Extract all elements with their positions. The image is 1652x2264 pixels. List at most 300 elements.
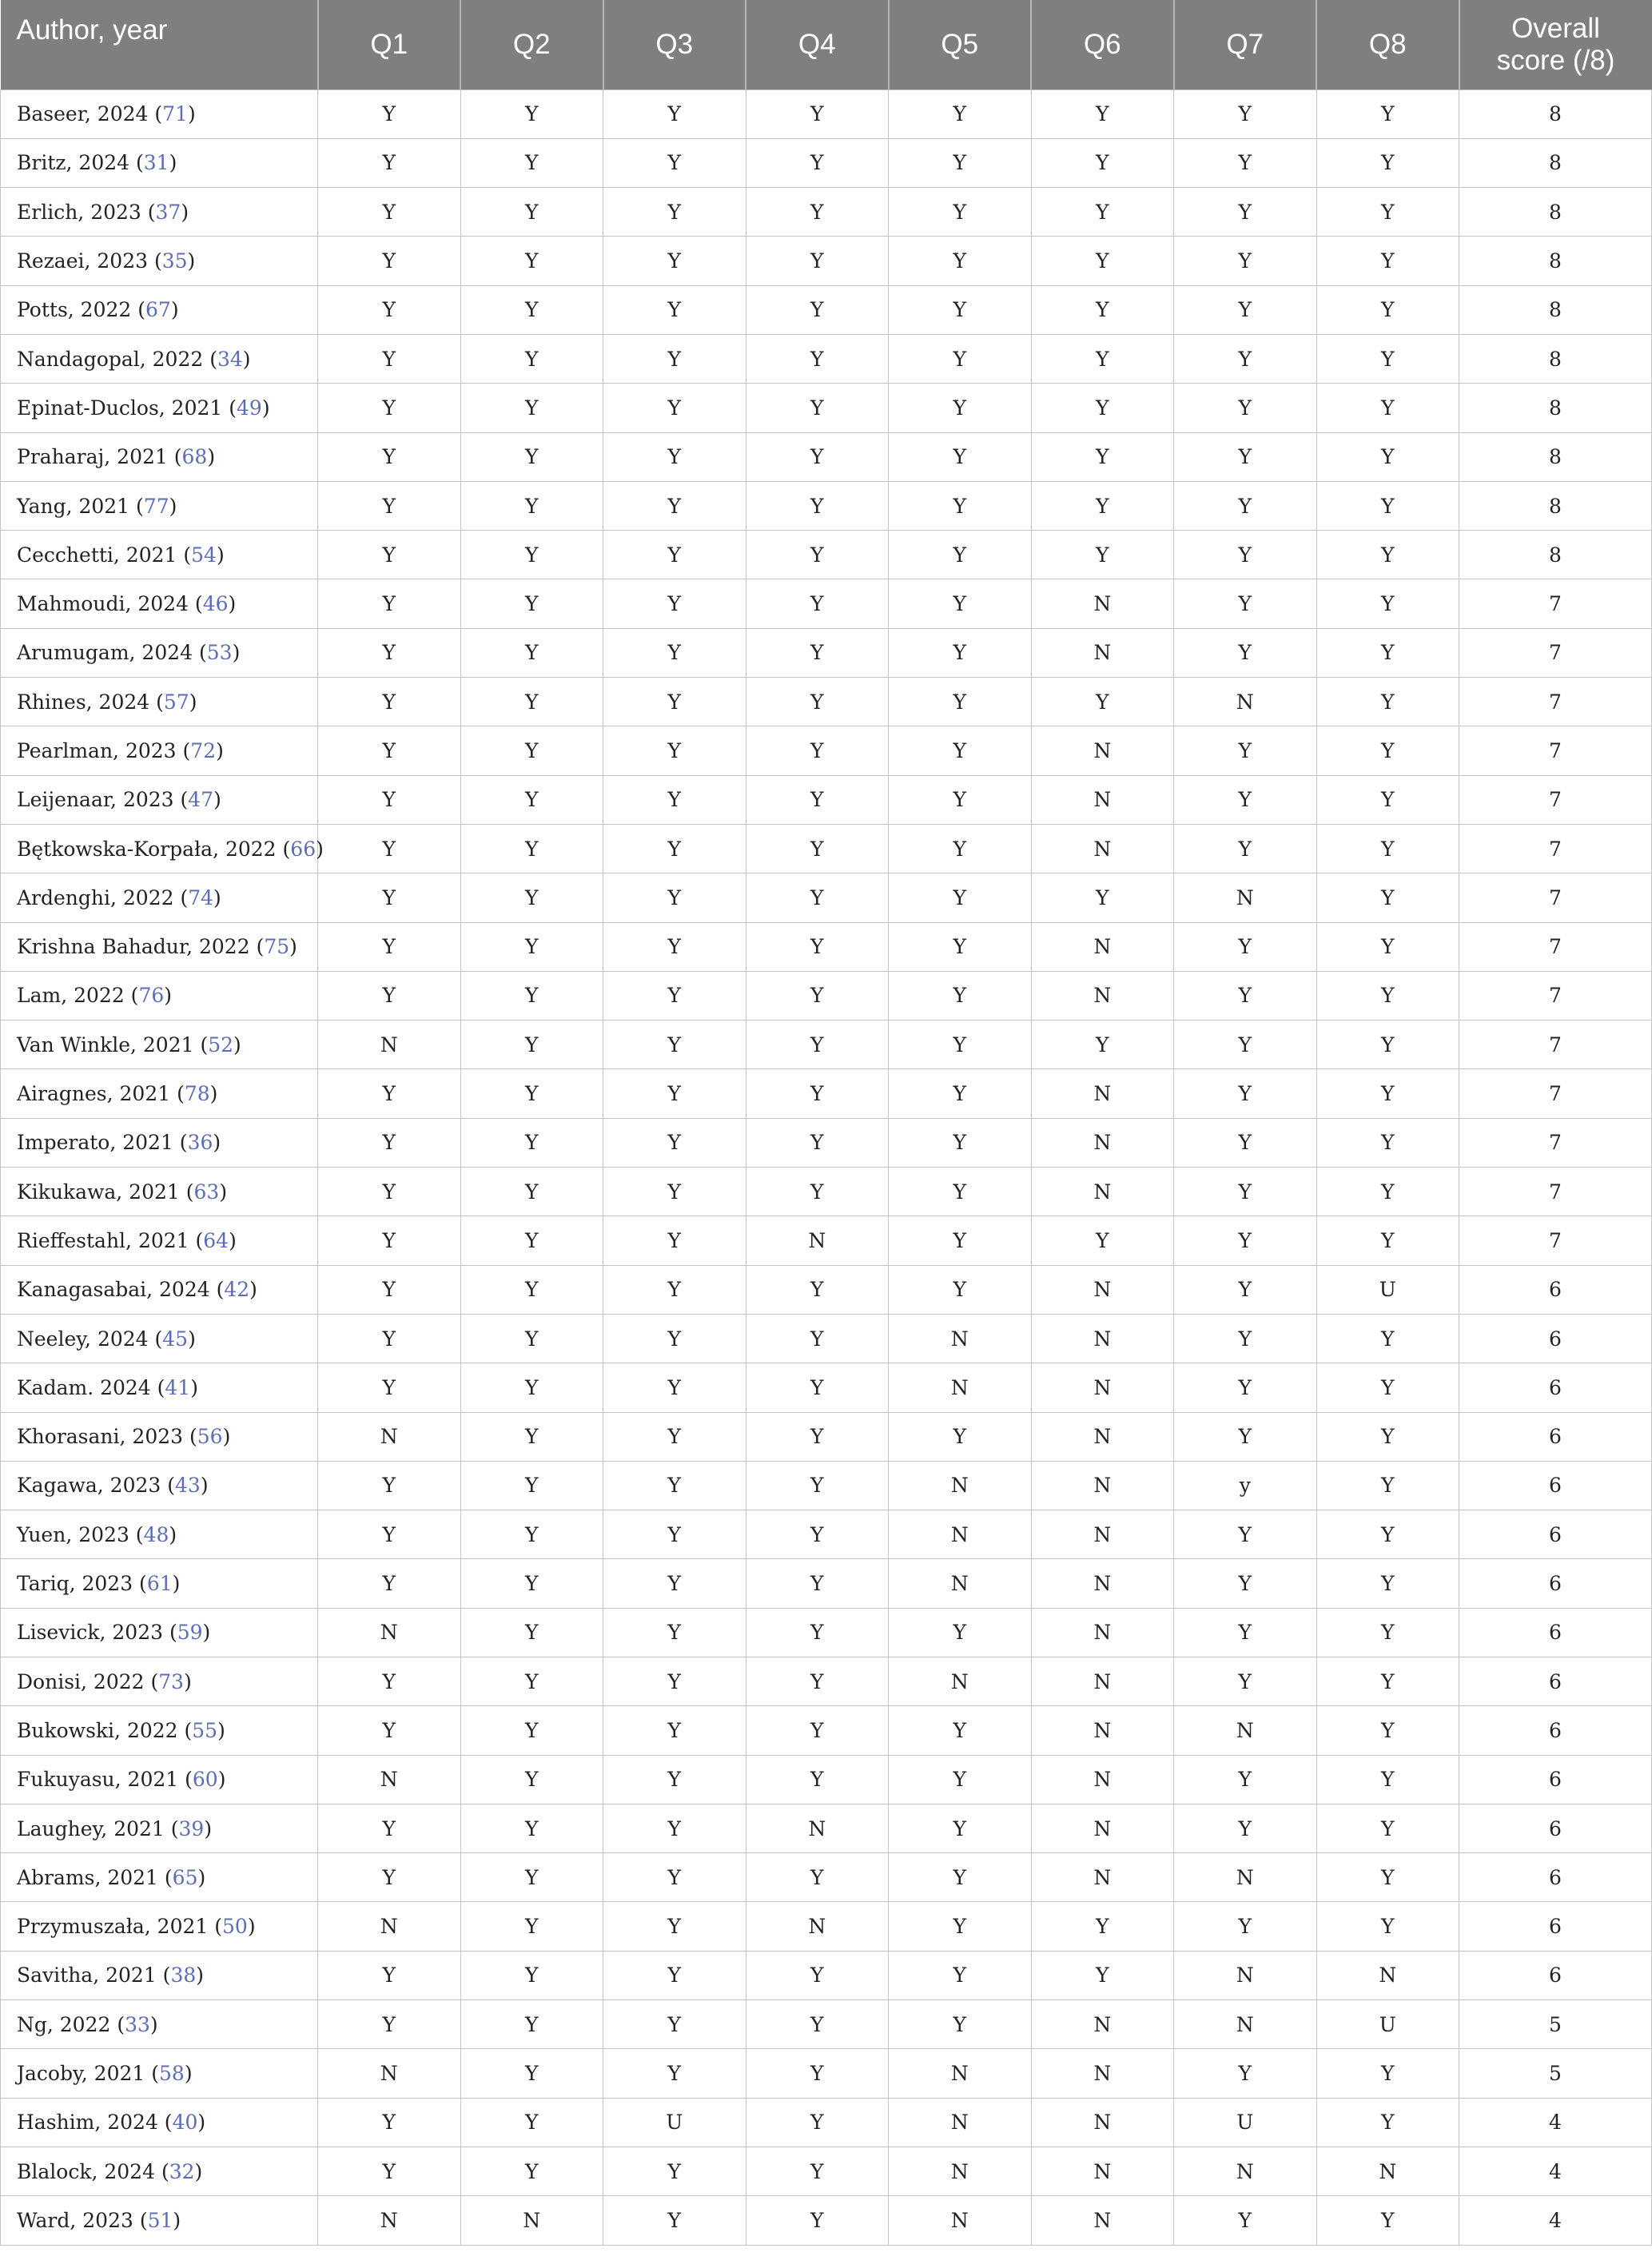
answer-q2: Y (460, 1951, 603, 1999)
answer-q7: Y (1174, 726, 1317, 775)
answer-q7: Y (1174, 922, 1317, 971)
answer-q6: N (1031, 1510, 1174, 1559)
author-year-cell: Donisi, 2022 (73) (1, 1657, 318, 1706)
answer-q5: Y (889, 334, 1032, 383)
answer-q4: Y (746, 579, 889, 628)
answer-q2: Y (460, 1755, 603, 1804)
reference-number: 53 (206, 641, 233, 665)
author-name: Yuen, 2023 (17, 1522, 129, 1546)
reference-number: 68 (181, 445, 208, 469)
table-row (1, 726, 1652, 775)
answer-q2: Y (460, 1706, 603, 1755)
author-name: Neeley, 2024 (17, 1327, 149, 1351)
answer-q2: Y (460, 1902, 603, 1951)
answer-q8: Y (1316, 824, 1459, 873)
answer-q3: Y (603, 628, 746, 677)
table-row (1, 384, 1652, 432)
answer-q5: Y (889, 1168, 1032, 1216)
answer-q4: Y (746, 922, 889, 971)
answer-q4: Y (746, 2000, 889, 2049)
answer-q3: Y (603, 1168, 746, 1216)
answer-q7: Y (1174, 1412, 1317, 1461)
answer-q6: N (1031, 1657, 1174, 1706)
answer-q6: Y (1031, 1902, 1174, 1951)
answer-q4: Y (746, 1069, 889, 1118)
answer-q5: N (889, 2049, 1032, 2098)
answer-q4: N (746, 1902, 889, 1951)
answer-q2: Y (460, 775, 603, 824)
answer-q8: Y (1316, 2098, 1459, 2147)
table-row (1, 2000, 1652, 2049)
answer-q6: N (1031, 1168, 1174, 1216)
answer-q1: Y (318, 2147, 461, 2195)
answer-q4: Y (746, 481, 889, 530)
overall-score: 7 (1459, 1168, 1652, 1216)
table-row (1, 1804, 1652, 1852)
answer-q8: Y (1316, 873, 1459, 922)
author-year-cell: Erlich, 2023 (37) (1, 188, 318, 237)
answer-q2: Y (460, 481, 603, 530)
answer-q1: Y (318, 922, 461, 971)
author-year-cell: Krishna Bahadur, 2022 (75) (1, 922, 318, 971)
answer-q1: Y (318, 1118, 461, 1167)
author-year-cell: Baseer, 2024 (71) (1, 90, 318, 138)
answer-q8: Y (1316, 1168, 1459, 1216)
overall-score: 7 (1459, 824, 1652, 873)
author-name: Kikukawa, 2021 (17, 1180, 180, 1204)
answer-q4: Y (746, 384, 889, 432)
overall-score: 6 (1459, 1902, 1652, 1951)
answer-q5: Y (889, 628, 1032, 677)
answer-q1: Y (318, 2000, 461, 2049)
answer-q4: Y (746, 1021, 889, 1069)
reference-number: 73 (158, 1669, 185, 1693)
overall-score: 7 (1459, 971, 1652, 1020)
answer-q3: Y (603, 2196, 746, 2245)
overall-score: 7 (1459, 628, 1652, 677)
author-year-cell: Ardenghi, 2022 (74) (1, 873, 318, 922)
answer-q1: Y (318, 138, 461, 187)
header-q7: Q7 (1174, 0, 1317, 90)
answer-q4: Y (746, 1951, 889, 1999)
table-row (1, 678, 1652, 726)
answer-q3: Y (603, 1314, 746, 1363)
reference-number: 41 (165, 1375, 191, 1399)
answer-q4: Y (746, 188, 889, 237)
reference-number: 42 (224, 1278, 250, 1302)
author-name: Abrams, 2021 (17, 1865, 158, 1889)
answer-q6: Y (1031, 1951, 1174, 1999)
answer-q7: Y (1174, 90, 1317, 138)
author-name: Ng, 2022 (17, 2012, 111, 2036)
author-year-cell: Kagawa, 2023 (43) (1, 1461, 318, 1510)
author-year-cell: Rieffestahl, 2021 (64) (1, 1216, 318, 1265)
answer-q8: U (1316, 2000, 1459, 2049)
author-name: Bukowski, 2022 (17, 1718, 178, 1742)
answer-q3: Y (603, 1021, 746, 1069)
answer-q4: N (746, 1804, 889, 1852)
answer-q1: Y (318, 1069, 461, 1118)
answer-q1: N (318, 1755, 461, 1804)
answer-q1: Y (318, 90, 461, 138)
table-row (1, 775, 1652, 824)
author-year-cell: Abrams, 2021 (65) (1, 1853, 318, 1902)
answer-q8: Y (1316, 285, 1459, 334)
answer-q8: Y (1316, 188, 1459, 237)
answer-q2: Y (460, 971, 603, 1020)
author-year-cell: Epinat-Duclos, 2021 (49) (1, 384, 318, 432)
author-name: Leijenaar, 2023 (17, 788, 174, 812)
overall-score: 4 (1459, 2098, 1652, 2147)
answer-q3: Y (603, 873, 746, 922)
author-year-cell: Tariq, 2023 (61) (1, 1559, 318, 1608)
reference-number: 38 (170, 1964, 197, 1987)
author-year-cell: Savitha, 2021 (38) (1, 1951, 318, 1999)
answer-q1: Y (318, 873, 461, 922)
answer-q7: N (1174, 1706, 1317, 1755)
reference-number: 56 (197, 1425, 223, 1449)
answer-q2: Y (460, 384, 603, 432)
answer-q6: N (1031, 1412, 1174, 1461)
answer-q8: Y (1316, 1314, 1459, 1363)
answer-q6: Y (1031, 1021, 1174, 1069)
reference-number: 76 (138, 984, 165, 1008)
table-row (1, 1706, 1652, 1755)
table-row (1, 1021, 1652, 1069)
answer-q8: Y (1316, 531, 1459, 579)
answer-q5: Y (889, 1608, 1032, 1657)
answer-q1: N (318, 2049, 461, 2098)
answer-q6: Y (1031, 237, 1174, 285)
answer-q2: Y (460, 2000, 603, 2049)
answer-q6: N (1031, 2147, 1174, 2195)
answer-q6: Y (1031, 285, 1174, 334)
author-year-cell: Bętkowska-Korpała, 2022 (66) (1, 824, 318, 873)
author-year-cell: Britz, 2024 (31) (1, 138, 318, 187)
reference-number: 34 (217, 347, 243, 371)
answer-q5: Y (889, 678, 1032, 726)
reference-number: 52 (208, 1033, 234, 1056)
overall-score: 7 (1459, 1021, 1652, 1069)
overall-score: 7 (1459, 775, 1652, 824)
author-year-cell: Neeley, 2024 (45) (1, 1314, 318, 1363)
answer-q8: Y (1316, 1069, 1459, 1118)
answer-q5: Y (889, 1069, 1032, 1118)
author-year-cell: Blalock, 2024 (32) (1, 2147, 318, 2195)
answer-q3: Y (603, 432, 746, 481)
overall-score: 8 (1459, 481, 1652, 530)
reference-number: 39 (178, 1816, 205, 1840)
answer-q8: U (1316, 1265, 1459, 1314)
answer-q3: Y (603, 726, 746, 775)
answer-q5: Y (889, 237, 1032, 285)
answer-q7: Y (1174, 1510, 1317, 1559)
overall-score: 8 (1459, 334, 1652, 383)
author-name: Przymuszała, 2021 (17, 1915, 209, 1939)
answer-q6: Y (1031, 90, 1174, 138)
table-row (1, 1265, 1652, 1314)
reference-number: 31 (143, 151, 169, 175)
answer-q2: Y (460, 1021, 603, 1069)
answer-q4: Y (746, 1755, 889, 1804)
overall-score: 7 (1459, 678, 1652, 726)
answer-q6: Y (1031, 334, 1174, 383)
answer-q3: Y (603, 2147, 746, 2195)
header-q6: Q6 (1031, 0, 1174, 90)
reference-number: 50 (222, 1915, 248, 1939)
answer-q8: Y (1316, 237, 1459, 285)
author-name: Pearlman, 2023 (17, 739, 177, 762)
answer-q8: Y (1316, 2196, 1459, 2245)
answer-q7: Y (1174, 1902, 1317, 1951)
overall-score: 6 (1459, 1951, 1652, 1999)
answer-q7: Y (1174, 1657, 1317, 1706)
answer-q5: Y (889, 1118, 1032, 1167)
answer-q4: Y (746, 1657, 889, 1706)
table-row (1, 1412, 1652, 1461)
answer-q3: Y (603, 1216, 746, 1265)
answer-q4: Y (746, 531, 889, 579)
header-row (1, 0, 1652, 90)
answer-q6: N (1031, 2000, 1174, 2049)
author-year-cell: Praharaj, 2021 (68) (1, 432, 318, 481)
answer-q2: Y (460, 531, 603, 579)
answer-q2: Y (460, 678, 603, 726)
answer-q7: Y (1174, 188, 1317, 237)
overall-score: 6 (1459, 1363, 1652, 1412)
answer-q5: N (889, 1657, 1032, 1706)
author-year-cell: Yuen, 2023 (48) (1, 1510, 318, 1559)
answer-q8: Y (1316, 1755, 1459, 1804)
answer-q8: Y (1316, 922, 1459, 971)
reference-number: 60 (192, 1768, 218, 1792)
overall-score: 8 (1459, 138, 1652, 187)
reference-number: 74 (188, 885, 214, 909)
answer-q4: N (746, 1216, 889, 1265)
reference-number: 45 (162, 1327, 189, 1351)
overall-score: 8 (1459, 531, 1652, 579)
answer-q7: Y (1174, 237, 1317, 285)
table-row (1, 873, 1652, 922)
answer-q4: Y (746, 1168, 889, 1216)
author-name: Imperato, 2021 (17, 1131, 173, 1155)
answer-q1: Y (318, 1510, 461, 1559)
answer-q2: Y (460, 579, 603, 628)
answer-q3: Y (603, 1069, 746, 1118)
answer-q1: Y (318, 334, 461, 383)
answer-q6: N (1031, 1118, 1174, 1167)
answer-q5: N (889, 2196, 1032, 2245)
answer-q3: Y (603, 1118, 746, 1167)
reference-number: 54 (191, 543, 217, 567)
reference-number: 58 (159, 2062, 185, 2086)
answer-q7: Y (1174, 824, 1317, 873)
table-row (1, 1510, 1652, 1559)
answer-q4: Y (746, 2098, 889, 2147)
answer-q3: Y (603, 1706, 746, 1755)
answer-q1: Y (318, 971, 461, 1020)
table-row (1, 1461, 1652, 1510)
author-year-cell: Mahmoudi, 2024 (46) (1, 579, 318, 628)
answer-q2: Y (460, 1412, 603, 1461)
answer-q7: Y (1174, 1021, 1317, 1069)
overall-score: 8 (1459, 90, 1652, 138)
answer-q4: Y (746, 138, 889, 187)
author-year-cell: Bukowski, 2022 (55) (1, 1706, 318, 1755)
author-year-cell: Yang, 2021 (77) (1, 481, 318, 530)
answer-q6: N (1031, 1314, 1174, 1363)
answer-q1: N (318, 1608, 461, 1657)
header-q5: Q5 (889, 0, 1032, 90)
answer-q6: N (1031, 1265, 1174, 1314)
answer-q4: Y (746, 237, 889, 285)
author-name: Nandagopal, 2022 (17, 347, 204, 371)
table-row (1, 1951, 1652, 1999)
reference-number: 37 (155, 200, 181, 224)
table-row (1, 1314, 1652, 1363)
answer-q8: Y (1316, 1412, 1459, 1461)
answer-q3: Y (603, 1951, 746, 1999)
header-score-line2: score (/8) (1496, 44, 1615, 76)
answer-q8: Y (1316, 481, 1459, 530)
header-overall-score (1459, 0, 1652, 90)
answer-q4: Y (746, 726, 889, 775)
reference-number: 49 (237, 396, 262, 420)
answer-q1: Y (318, 432, 461, 481)
reference-number: 75 (264, 935, 290, 959)
answer-q5: N (889, 1363, 1032, 1412)
author-year-cell: Jacoby, 2021 (58) (1, 2049, 318, 2098)
answer-q8: Y (1316, 1706, 1459, 1755)
answer-q3: Y (603, 1657, 746, 1706)
answer-q2: Y (460, 1216, 603, 1265)
answer-q5: Y (889, 1804, 1032, 1852)
answer-q6: Y (1031, 1216, 1174, 1265)
answer-q2: Y (460, 873, 603, 922)
answer-q8: Y (1316, 1559, 1459, 1608)
answer-q7: Y (1174, 1265, 1317, 1314)
answer-q5: Y (889, 1951, 1032, 1999)
answer-q2: Y (460, 1510, 603, 1559)
answer-q3: Y (603, 1363, 746, 1412)
author-year-cell: Rhines, 2024 (57) (1, 678, 318, 726)
answer-q8: Y (1316, 384, 1459, 432)
reference-number: 67 (145, 298, 171, 322)
answer-q5: N (889, 1461, 1032, 1510)
answer-q1: Y (318, 1363, 461, 1412)
answer-q3: Y (603, 531, 746, 579)
answer-q6: N (1031, 726, 1174, 775)
answer-q7: Y (1174, 1314, 1317, 1363)
author-name: Rezaei, 2023 (17, 249, 149, 273)
author-name: Donisi, 2022 (17, 1669, 145, 1693)
answer-q7: Y (1174, 285, 1317, 334)
table-row (1, 90, 1652, 138)
author-year-cell: Cecchetti, 2021 (54) (1, 531, 318, 579)
answer-q5: Y (889, 138, 1032, 187)
author-year-cell: Fukuyasu, 2021 (60) (1, 1755, 318, 1804)
answer-q7: Y (1174, 579, 1317, 628)
answer-q1: Y (318, 237, 461, 285)
answer-q7: y (1174, 1461, 1317, 1510)
answer-q5: N (889, 2098, 1032, 2147)
answer-q2: Y (460, 628, 603, 677)
overall-score: 8 (1459, 237, 1652, 285)
answer-q3: Y (603, 188, 746, 237)
answer-q8: Y (1316, 628, 1459, 677)
answer-q2: Y (460, 2147, 603, 2195)
header-author: Author, year (1, 0, 318, 90)
answer-q1: Y (318, 285, 461, 334)
author-year-cell: Imperato, 2021 (36) (1, 1118, 318, 1167)
answer-q2: Y (460, 432, 603, 481)
author-name: Van Winkle, 2021 (17, 1033, 194, 1056)
header-q4: Q4 (746, 0, 889, 90)
author-name: Lisevick, 2023 (17, 1621, 164, 1645)
answer-q5: Y (889, 1021, 1032, 1069)
answer-q6: N (1031, 1608, 1174, 1657)
answer-q2: N (460, 2196, 603, 2245)
answer-q1: N (318, 1412, 461, 1461)
table-row (1, 432, 1652, 481)
author-name: Kadam. 2024 (17, 1375, 151, 1399)
answer-q2: Y (460, 824, 603, 873)
answer-q6: N (1031, 1706, 1174, 1755)
answer-q6: Y (1031, 873, 1174, 922)
header-q1: Q1 (318, 0, 461, 90)
author-name: Laughey, 2021 (17, 1816, 165, 1840)
answer-q2: Y (460, 138, 603, 187)
answer-q6: N (1031, 971, 1174, 1020)
answer-q7: Y (1174, 971, 1317, 1020)
answer-q1: Y (318, 579, 461, 628)
overall-score: 7 (1459, 1216, 1652, 1265)
answer-q8: Y (1316, 1853, 1459, 1902)
answer-q5: Y (889, 1902, 1032, 1951)
answer-q3: Y (603, 1804, 746, 1852)
answer-q5: N (889, 2147, 1032, 2195)
answer-q4: Y (746, 1559, 889, 1608)
answer-q7: N (1174, 1951, 1317, 1999)
answer-q6: N (1031, 1363, 1174, 1412)
answer-q8: Y (1316, 1608, 1459, 1657)
answer-q8: Y (1316, 678, 1459, 726)
answer-q7: Y (1174, 1559, 1317, 1608)
answer-q1: Y (318, 531, 461, 579)
reference-number: 51 (147, 2208, 173, 2232)
overall-score: 4 (1459, 2196, 1652, 2245)
table-row (1, 1216, 1652, 1265)
answer-q8: Y (1316, 1363, 1459, 1412)
table-row (1, 2147, 1652, 2195)
author-name: Epinat-Duclos, 2021 (17, 396, 223, 420)
answer-q1: N (318, 1021, 461, 1069)
overall-score: 6 (1459, 1412, 1652, 1461)
answer-q7: Y (1174, 531, 1317, 579)
answer-q7: Y (1174, 2049, 1317, 2098)
reference-number: 77 (143, 494, 169, 518)
answer-q1: Y (318, 481, 461, 530)
answer-q8: Y (1316, 1118, 1459, 1167)
answer-q3: Y (603, 1559, 746, 1608)
answer-q3: Y (603, 971, 746, 1020)
header-score-line1: Overall (1511, 12, 1600, 44)
author-name: Mahmoudi, 2024 (17, 592, 189, 616)
answer-q3: Y (603, 138, 746, 187)
table-row (1, 1902, 1652, 1951)
answer-q6: N (1031, 775, 1174, 824)
overall-score: 6 (1459, 1853, 1652, 1902)
